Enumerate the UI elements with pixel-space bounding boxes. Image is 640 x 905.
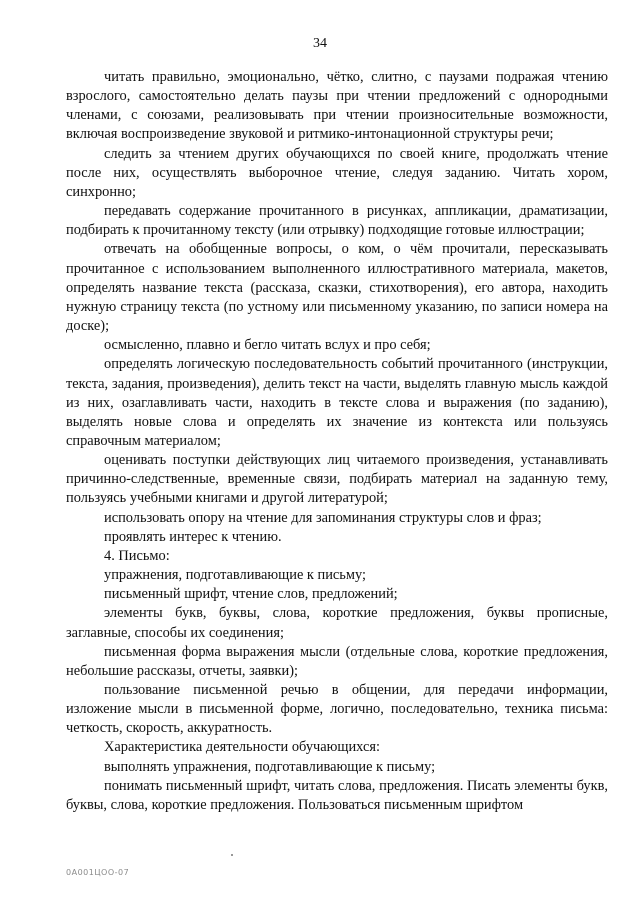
paragraph-convey-content: передавать содержание прочитанного в рисунках, аппликации, драматизации, подбирать к прочитанному тексту (или отрывку) подходящие готовые иллюстрации;	[66, 203, 608, 239]
paragraph-letter-elements: элементы букв, буквы, слова, короткие предложения, буквы прописные, заглавные, способы их соединения;	[66, 605, 608, 641]
footer-code: 0A001ЦОО-07	[66, 868, 130, 877]
paragraph-activity-heading: Характеристика деятельности обучающихся:	[104, 739, 380, 756]
paragraph-evaluate-actions: оценивать поступки действующих лиц читаемого произведения, устанавливать причинно-следственные, временные связи, подбирать материал на заданную тему, пользуясь учебными книгами и другой литературой;	[66, 452, 608, 507]
paragraph-written-script: письменный шрифт, чтение слов, предложений;	[104, 586, 398, 603]
paragraph-understand-script: понимать письменный шрифт, читать слова, предложения. Писать элементы букв, буквы, слова, короткие предложения. Пользоваться письменным шрифтом	[66, 777, 608, 813]
paragraph-written-speech: пользование письменной речью в общении, для передачи информации, изложение мысли в письменной форме, логично, последовательно, техника письма: четкость, скорость, аккуратность.	[66, 682, 608, 737]
paragraph-writing-exercises: упражнения, подготавливающие к письму;	[104, 567, 366, 584]
page-number: 34	[313, 36, 327, 51]
paragraph-logical-sequence: определять логическую последовательность событий прочитанного (инструкции, текста, задания, произведения), делить текст на части, выделять главную мысль каждой из них, озаглавливать части, находить в тексте слова и выражения (по заданию), выделять новые слова и определять их значение из контекста или пользуясь справочным материалом;	[66, 356, 608, 449]
paragraph-show-interest: проявлять интерес к чтению.	[104, 528, 282, 545]
paragraph-follow-reading: следить за чтением других обучающихся по своей книге, продолжать чтение после них, осуществлять выборочное чтение, следуя заданию. Читать хором, синхронно;	[66, 145, 608, 200]
paragraph-read-fluently: осмысленно, плавно и бегло читать вслух и про себя;	[104, 337, 431, 354]
paragraph-reading-aloud: читать правильно, эмоционально, чётко, слитно, с паузами подражая чтению взрослого, самостоятельно делать паузы при чтении предложений с однородными членами, с союзами, реализовывать при чтении произносительные возможности, включая воспроизведение звуковой и ритмико-интонационной структуры речи;	[66, 69, 608, 143]
section-heading-writing: 4. Письмо:	[104, 547, 170, 564]
paragraph-answer-questions: отвечать на обобщенные вопросы, о ком, о чём прочитали, пересказывать прочитанное с использованием выполненного иллюстративного материала, макетов, определять название текста (рассказа, сказки, стихотворения), его автора, находить нужную страницу текста (по устному или письменному указанию, по записи номера на доске);	[66, 241, 608, 335]
paragraph-written-form: письменная форма выражения мысли (отдельные слова, короткие предложения, небольшие рассказы, отчеты, заявки);	[66, 643, 608, 679]
paragraph-use-reading-support: использовать опору на чтение для запоминания структуры слов и фраз;	[104, 509, 542, 526]
paragraph-do-exercises: выполнять упражнения, подготавливающие к письму;	[104, 758, 436, 775]
body-text	[66, 68, 608, 815]
scan-speck	[231, 854, 233, 856]
